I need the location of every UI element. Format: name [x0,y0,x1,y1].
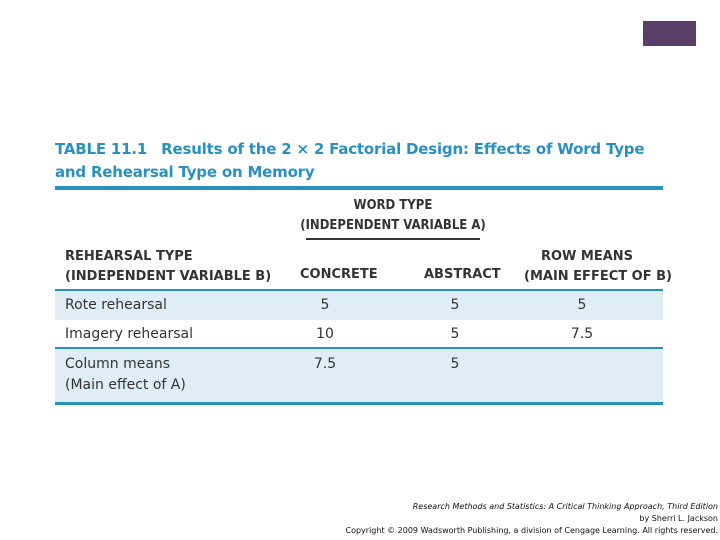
column-means-label [65,354,186,396]
concrete-value: 10 [316,326,334,342]
footer-author: by Sherri L. Jackson [639,514,718,523]
corner-decoration [643,21,696,46]
abstract-column-mean: 5 [450,356,460,372]
table-label: TABLE 11.1 [55,140,148,158]
column-means-subtitle: (Main effect of A) [65,377,186,393]
concrete-column-mean: 7.5 [313,356,337,372]
footer-copyright: Copyright © 2009 Wadsworth Publishing, a division of Cengage Learning. All rights reserved. [345,526,718,535]
concrete-header: CONCRETE [300,267,378,282]
abstract-header: ABSTRACT [424,267,501,282]
word-type-title: WORD TYPE [353,198,433,213]
column-means-row [55,347,663,405]
row-label: Imagery rehearsal [65,326,193,342]
rehearsal-type-title: REHEARSAL TYPE [65,249,193,264]
row-mean-value: 7.5 [570,326,594,342]
row-means-subtitle: (MAIN EFFECT OF B) [524,269,672,284]
word-type-subtitle: (INDEPENDENT VARIABLE A) [300,218,486,233]
footer-citation [258,501,718,537]
row-means-header [524,247,672,287]
concrete-value: 5 [320,297,330,313]
row-means-title: ROW MEANS [540,249,634,264]
column-means-title: Column means [65,356,171,372]
abstract-value: 5 [450,297,460,313]
table-top-rule [55,186,663,190]
row-mean-value: 5 [577,297,587,313]
footer-book-title: Research Methods and Statistics: A Critical Thinking Approach, Third Edition [412,502,718,511]
abstract-value: 5 [450,326,460,342]
table-title-text: Results of the 2 × 2 Factorial Design: Effects of Word Type and Rehearsal Type on Memory [55,140,645,181]
table-title [55,138,665,184]
word-type-underline [306,238,480,240]
rehearsal-type-header [65,247,271,287]
table-row [55,289,663,320]
row-label: Rote rehearsal [65,297,167,313]
table-row [55,320,663,347]
rehearsal-type-subtitle: (INDEPENDENT VARIABLE B) [65,269,272,284]
word-type-header [300,196,486,236]
